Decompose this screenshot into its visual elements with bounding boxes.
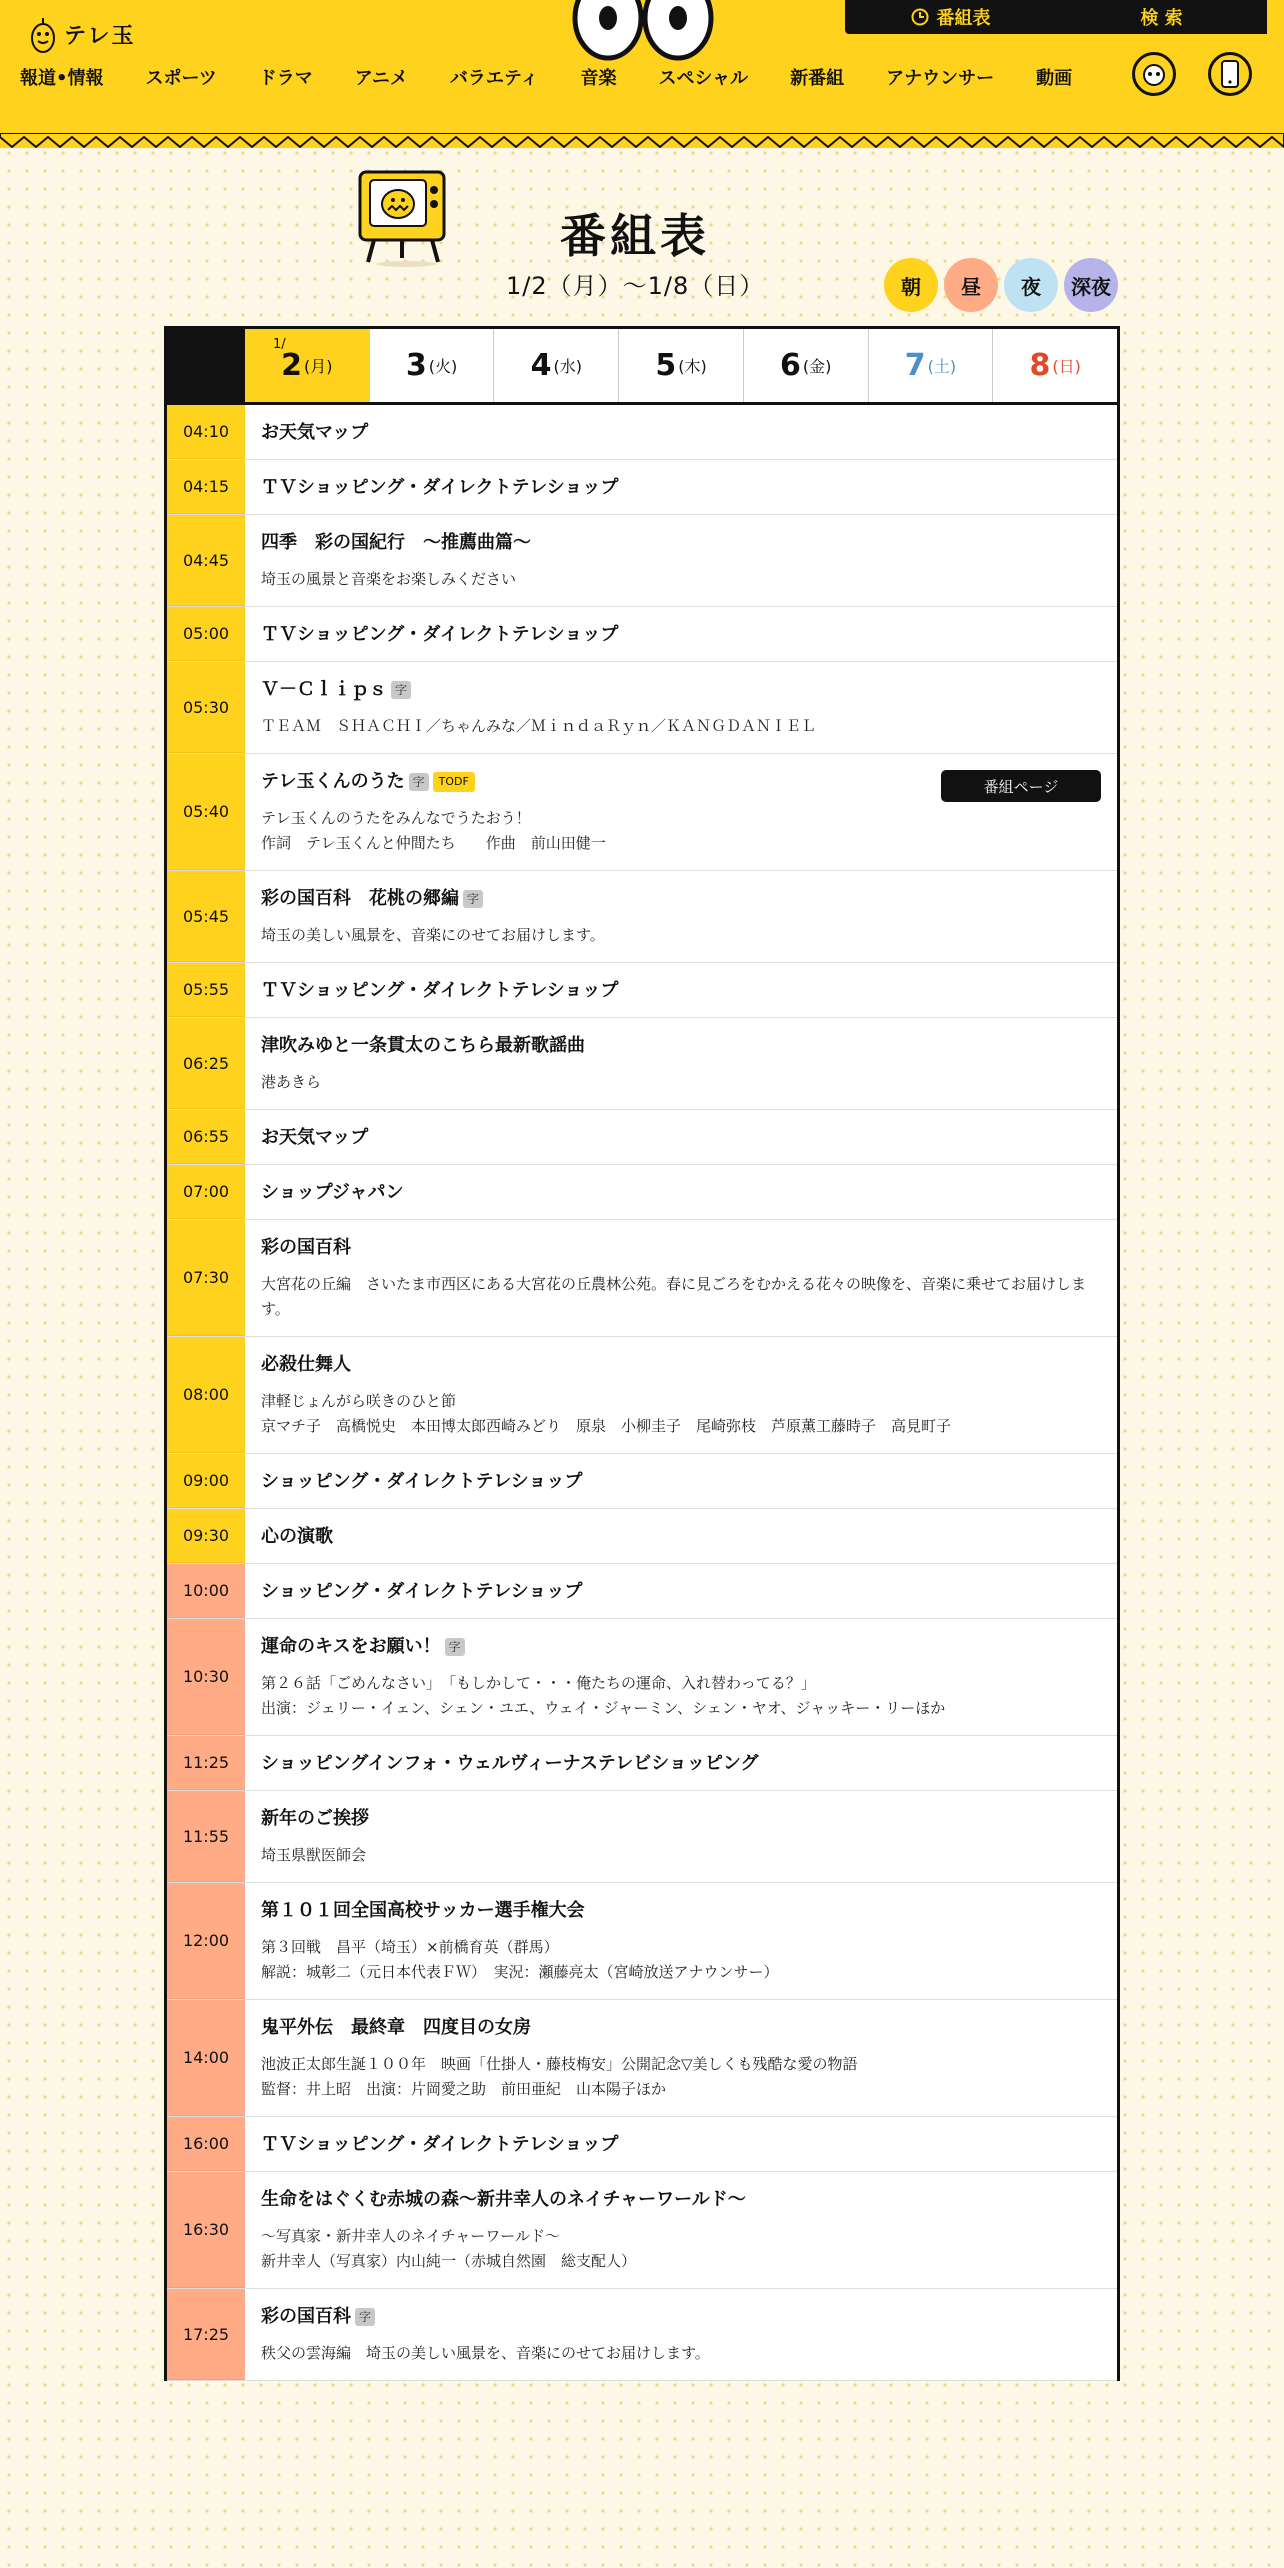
program-time: 04:15 — [167, 460, 245, 514]
app-badge-icon[interactable] — [1208, 52, 1252, 96]
date-range: 1/2（月）〜1/8（日） — [506, 272, 765, 300]
day-header-row — [167, 329, 1117, 405]
program-title: 四季 彩の国紀行 ～推薦曲篇～ — [261, 532, 531, 553]
nav-sports[interactable]: スポーツ — [145, 68, 217, 89]
program-title-line — [261, 2305, 1101, 2329]
program-cell[interactable] — [245, 460, 1117, 514]
program-title: ＴＶショッピング・ダイレクトテレショップ — [261, 477, 619, 498]
program-title: テレ玉くんのうた — [261, 771, 405, 792]
nav-new-programs[interactable]: 新番組 — [790, 68, 845, 89]
program-row — [167, 1454, 1117, 1509]
clock-icon — [911, 8, 929, 26]
program-title-line — [261, 887, 1101, 911]
program-time: 08:00 — [167, 1337, 245, 1453]
program-title: 生命をはぐくむ赤城の森～新井幸人のネイチャーワールド～ — [261, 2189, 746, 2210]
program-title-line — [261, 476, 1101, 500]
program-cell[interactable] — [245, 2000, 1117, 2116]
day-weekday: (金) — [802, 357, 832, 376]
program-cell[interactable] — [245, 2172, 1117, 2288]
program-title-line — [261, 1034, 1101, 1058]
day-number: 7 — [904, 348, 926, 383]
program-title: ＴＶショッピング・ダイレクトテレショップ — [261, 980, 619, 1001]
program-title-line — [261, 421, 1101, 445]
program-row — [167, 2117, 1117, 2172]
day-number: 4 — [530, 348, 552, 383]
program-title: 津吹みゆと一条貫太のこちら最新歌謡曲 — [261, 1035, 585, 1056]
day-tab-5[interactable] — [868, 329, 993, 402]
program-row — [167, 1883, 1117, 2000]
subtitle-badge: 字 — [391, 681, 411, 699]
nav-anime[interactable]: アニメ — [354, 68, 408, 89]
program-title: 運命のキスをお願い！ — [261, 1636, 441, 1657]
time-of-day-morning-label: 朝 — [901, 274, 921, 299]
program-title-line — [261, 2188, 1101, 2212]
program-row — [167, 515, 1117, 607]
program-title: ショッピング・ダイレクトテレショップ — [261, 1581, 583, 1602]
program-cell[interactable] — [245, 1018, 1117, 1109]
program-cell[interactable] — [245, 1564, 1117, 1618]
main-nav — [20, 64, 1072, 90]
day-weekday: (火) — [428, 357, 458, 376]
program-row — [167, 1110, 1117, 1165]
day-weekday: (月) — [304, 357, 333, 376]
program-row — [167, 1220, 1117, 1337]
program-title-line — [261, 1807, 1101, 1831]
program-time: 04:10 — [167, 405, 245, 459]
day-header-corner — [167, 329, 245, 402]
subtitle-badge: 字 — [355, 2308, 375, 2326]
program-title-line — [261, 979, 1101, 1003]
program-description: 大宮花の丘編 さいたま市西区にある大宮花の丘農林公苑。春に見ごろをむかえる花々の映像を、音楽に乗せてお届けします。 — [261, 1275, 1087, 1318]
search-link-label: 検 索 — [1140, 8, 1183, 29]
program-cell[interactable] — [245, 607, 1117, 661]
program-time: 05:45 — [167, 871, 245, 962]
program-time: 05:30 — [167, 662, 245, 753]
program-title-line — [261, 1126, 1101, 1150]
program-title-line — [261, 2016, 1101, 2040]
page-title: 番組表 — [560, 209, 710, 263]
program-time: 14:00 — [167, 2000, 245, 2116]
nav-drama[interactable]: ドラマ — [258, 68, 313, 89]
time-of-day-daytime-button[interactable] — [944, 258, 998, 312]
program-row — [167, 754, 1117, 871]
program-title-line — [261, 1899, 1101, 1923]
program-title: 第１０１回全国高校サッカー選手権大会 — [261, 1900, 585, 1921]
tele-tama-mascot-icon — [30, 14, 56, 54]
day-number: 6 — [780, 348, 801, 383]
day-number: 3 — [405, 348, 427, 383]
program-page-button[interactable]: 番組ページ — [941, 770, 1101, 802]
todf-badge: TODF — [433, 772, 475, 792]
program-title-line — [261, 1752, 1101, 1776]
program-row — [167, 1509, 1117, 1564]
program-row — [167, 2172, 1117, 2289]
program-description: テレ玉くんのうたをみんなでうたおう！ 作詞 テレ玉くんと仲間たち 作曲 前山田健一 — [261, 809, 606, 852]
program-title: ショッピング・ダイレクトテレショップ — [261, 1471, 583, 1492]
day-number: 5 — [655, 348, 677, 383]
schedule-link[interactable] — [845, 4, 1056, 30]
program-cell[interactable] — [245, 1736, 1117, 1790]
program-row — [167, 871, 1117, 963]
program-description: 第２６話「ごめんなさい」 「もしかして・・・俺たちの運命、入れ替わってる？」 出演：ジェリー・イェン、シェン・ユエ、ウェイ・ジャーミン、シェン・ヤオ、ジャッキー・リーほか — [261, 1674, 946, 1717]
program-time: 10:30 — [167, 1619, 245, 1735]
program-title-line — [261, 623, 1101, 647]
mascot-face-icon — [1141, 61, 1167, 87]
program-time: 17:25 — [167, 2289, 245, 2380]
nav-special[interactable]: スペシャル — [658, 68, 749, 89]
program-time: 10:00 — [167, 1564, 245, 1618]
program-cell[interactable] — [245, 515, 1117, 606]
site-logo[interactable] — [30, 14, 136, 54]
program-title-line — [261, 1635, 1101, 1659]
mascot-badge-icon[interactable] — [1132, 52, 1176, 96]
program-title-line — [261, 678, 1101, 702]
time-of-day-night-button[interactable] — [1004, 258, 1058, 312]
program-description: ～写真家・新井幸人のネイチャーワールド～ 新井幸人（写真家）内山純一（赤城自然園 総支配人） — [261, 2227, 637, 2270]
program-cell[interactable] — [245, 1110, 1117, 1164]
program-title: 彩の国百科 花桃の郷編 — [261, 888, 459, 909]
day-tab-3[interactable] — [618, 329, 743, 402]
program-row — [167, 1337, 1117, 1454]
program-description: 秩父の雲海編 埼玉の美しい風景を、音楽にのせてお届けします。 — [261, 2344, 710, 2362]
program-time: 07:30 — [167, 1220, 245, 1336]
program-title-line — [261, 1236, 1101, 1260]
program-cell[interactable] — [245, 1220, 1117, 1336]
program-description: 池波正太郎生誕１００年 映画「仕掛人・藤枝梅安」公開記念▽美しくも残酷な愛の物語 監督：井上昭 出演：片岡愛之助 前田亜紀 山本陽子ほか — [261, 2055, 858, 2098]
program-time: 16:00 — [167, 2117, 245, 2171]
logo-text: テレ玉 — [64, 23, 136, 49]
program-row — [167, 1564, 1117, 1619]
program-time: 05:40 — [167, 754, 245, 870]
program-list — [167, 405, 1117, 2381]
program-description: 埼玉の美しい風景を、音楽にのせてお届けします。 — [261, 926, 605, 944]
program-title: ショッピングインフォ・ウェルヴィーナステレビショッピング — [261, 1753, 759, 1774]
program-time: 11:55 — [167, 1791, 245, 1882]
program-time: 07:00 — [167, 1165, 245, 1219]
program-row — [167, 405, 1117, 460]
program-time: 06:55 — [167, 1110, 245, 1164]
program-description: ＴＥＡＭ ＳＨＡＣＨＩ／ちゃんみな／ＭｉｎｄａＲｙｎ／ＫＡＮＧＤＡＮＩＥＬ — [261, 717, 817, 735]
program-title: お天気マップ — [261, 1127, 369, 1148]
time-of-day-late-night-button[interactable] — [1064, 258, 1118, 312]
time-of-day-daytime-label: 昼 — [961, 274, 981, 299]
site-header — [0, 0, 1284, 148]
program-title: Ｖ－Ｃｌｉｐｓ — [261, 679, 387, 700]
top-utility-bar — [845, 0, 1267, 34]
program-time: 09:30 — [167, 1509, 245, 1563]
header-zigzag-edge — [0, 133, 1284, 153]
program-row — [167, 1018, 1117, 1110]
subtitle-badge: 字 — [445, 1638, 465, 1656]
time-of-day-night-label: 夜 — [1021, 274, 1041, 299]
program-title: ショップジャパン — [261, 1182, 404, 1203]
program-title: ＴＶショッピング・ダイレクトテレショップ — [261, 624, 619, 645]
smartphone-icon — [1219, 60, 1241, 88]
program-title: ＴＶショッピング・ダイレクトテレショップ — [261, 2134, 619, 2155]
day-month: 1/ — [273, 337, 286, 352]
program-cell[interactable] — [245, 1883, 1117, 1999]
program-row — [167, 1165, 1117, 1220]
day-weekday: (木) — [678, 357, 707, 376]
program-cell[interactable] — [245, 1509, 1117, 1563]
program-title-line — [261, 1353, 1101, 1377]
program-row — [167, 1619, 1117, 1736]
program-row — [167, 1791, 1117, 1883]
day-tab-1[interactable] — [369, 329, 494, 402]
program-title: 必殺仕舞人 — [261, 1354, 351, 1375]
day-tab-4[interactable] — [743, 329, 868, 402]
day-number: 2 — [281, 348, 303, 383]
program-cell[interactable] — [245, 1791, 1117, 1882]
program-cell[interactable] — [245, 754, 1117, 870]
nav-news[interactable]: 報道•情報 — [20, 68, 104, 89]
program-title: 新年のご挨拶 — [261, 1808, 369, 1829]
nav-variety[interactable]: バラエティ — [449, 68, 539, 89]
program-row — [167, 1736, 1117, 1791]
program-description: 埼玉の風景と音楽をお楽しみください — [261, 570, 517, 588]
program-description: 埼玉県獣医師会 — [261, 1846, 367, 1864]
program-title: お天気マップ — [261, 422, 369, 443]
program-time: 05:00 — [167, 607, 245, 661]
program-title-line — [261, 1580, 1101, 1604]
nav-music[interactable]: 音楽 — [580, 68, 617, 89]
program-cell[interactable] — [245, 871, 1117, 962]
subtitle-badge: 字 — [409, 773, 429, 791]
day-tab-6[interactable] — [992, 329, 1117, 402]
program-description: 第３回戦 昌平（埼玉）×前橋育英（群馬） 解説：城彰二（元日本代表ＦＷ） 実況：瀬藤亮太（宮崎放送アナウンサー） — [261, 1938, 779, 1981]
nav-announcers[interactable]: アナウンサー — [886, 68, 995, 89]
program-time: 11:25 — [167, 1736, 245, 1790]
program-cell[interactable] — [245, 2289, 1117, 2380]
tv-mascot-icon — [352, 168, 460, 268]
program-cell[interactable] — [245, 2117, 1117, 2171]
program-description: 港あきら — [261, 1073, 322, 1091]
program-title: 鬼平外伝 最終章 四度目の女房 — [261, 2017, 531, 2038]
program-row — [167, 2289, 1117, 2381]
day-weekday: (日) — [1052, 357, 1081, 376]
day-number: 8 — [1029, 348, 1051, 383]
program-cell[interactable] — [245, 1619, 1117, 1735]
program-row — [167, 460, 1117, 515]
program-title: 心の演歌 — [261, 1526, 333, 1547]
program-title-line — [261, 1525, 1101, 1549]
program-row — [167, 607, 1117, 662]
program-time: 09:00 — [167, 1454, 245, 1508]
time-of-day-late-night-label: 深夜 — [1071, 274, 1111, 299]
program-cell[interactable] — [245, 405, 1117, 459]
day-tab-2[interactable] — [493, 329, 618, 402]
program-cell[interactable] — [245, 662, 1117, 753]
program-title: 彩の国百科 — [261, 1237, 351, 1258]
day-weekday: (土) — [927, 357, 957, 376]
time-of-day-morning-button[interactable] — [884, 258, 938, 312]
day-weekday: (水) — [553, 357, 582, 376]
program-cell[interactable] — [245, 963, 1117, 1017]
program-time: 12:00 — [167, 1883, 245, 1999]
schedule-link-label: 番組表 — [936, 8, 991, 29]
program-row — [167, 2000, 1117, 2117]
program-title-line — [261, 531, 1101, 555]
program-title: 彩の国百科 — [261, 2306, 351, 2327]
program-time: 05:55 — [167, 963, 245, 1017]
program-time: 16:30 — [167, 2172, 245, 2288]
day-tab-0[interactable] — [245, 329, 369, 402]
program-cell[interactable] — [245, 1454, 1117, 1508]
program-row — [167, 963, 1117, 1018]
program-description: 津軽じょんがら咲きのひと節 京マチ子 高橋悦史 本田博太郎西崎みどり 原泉 小柳圭子 尾崎弥枝 芦原薫工藤時子 高見町子 — [261, 1392, 952, 1435]
subtitle-badge: 字 — [463, 890, 483, 908]
search-link[interactable] — [1056, 4, 1267, 30]
program-cell[interactable] — [245, 1337, 1117, 1453]
nav-videos[interactable]: 動画 — [1036, 68, 1073, 89]
program-row — [167, 662, 1117, 754]
program-time: 06:25 — [167, 1018, 245, 1109]
schedule-table — [164, 326, 1120, 2381]
program-title-line — [261, 1181, 1101, 1205]
program-title-line — [261, 1470, 1101, 1494]
program-cell[interactable] — [245, 1165, 1117, 1219]
mascot-eyes-icon — [568, 0, 718, 62]
program-time: 04:45 — [167, 515, 245, 606]
program-title-line — [261, 2133, 1101, 2157]
